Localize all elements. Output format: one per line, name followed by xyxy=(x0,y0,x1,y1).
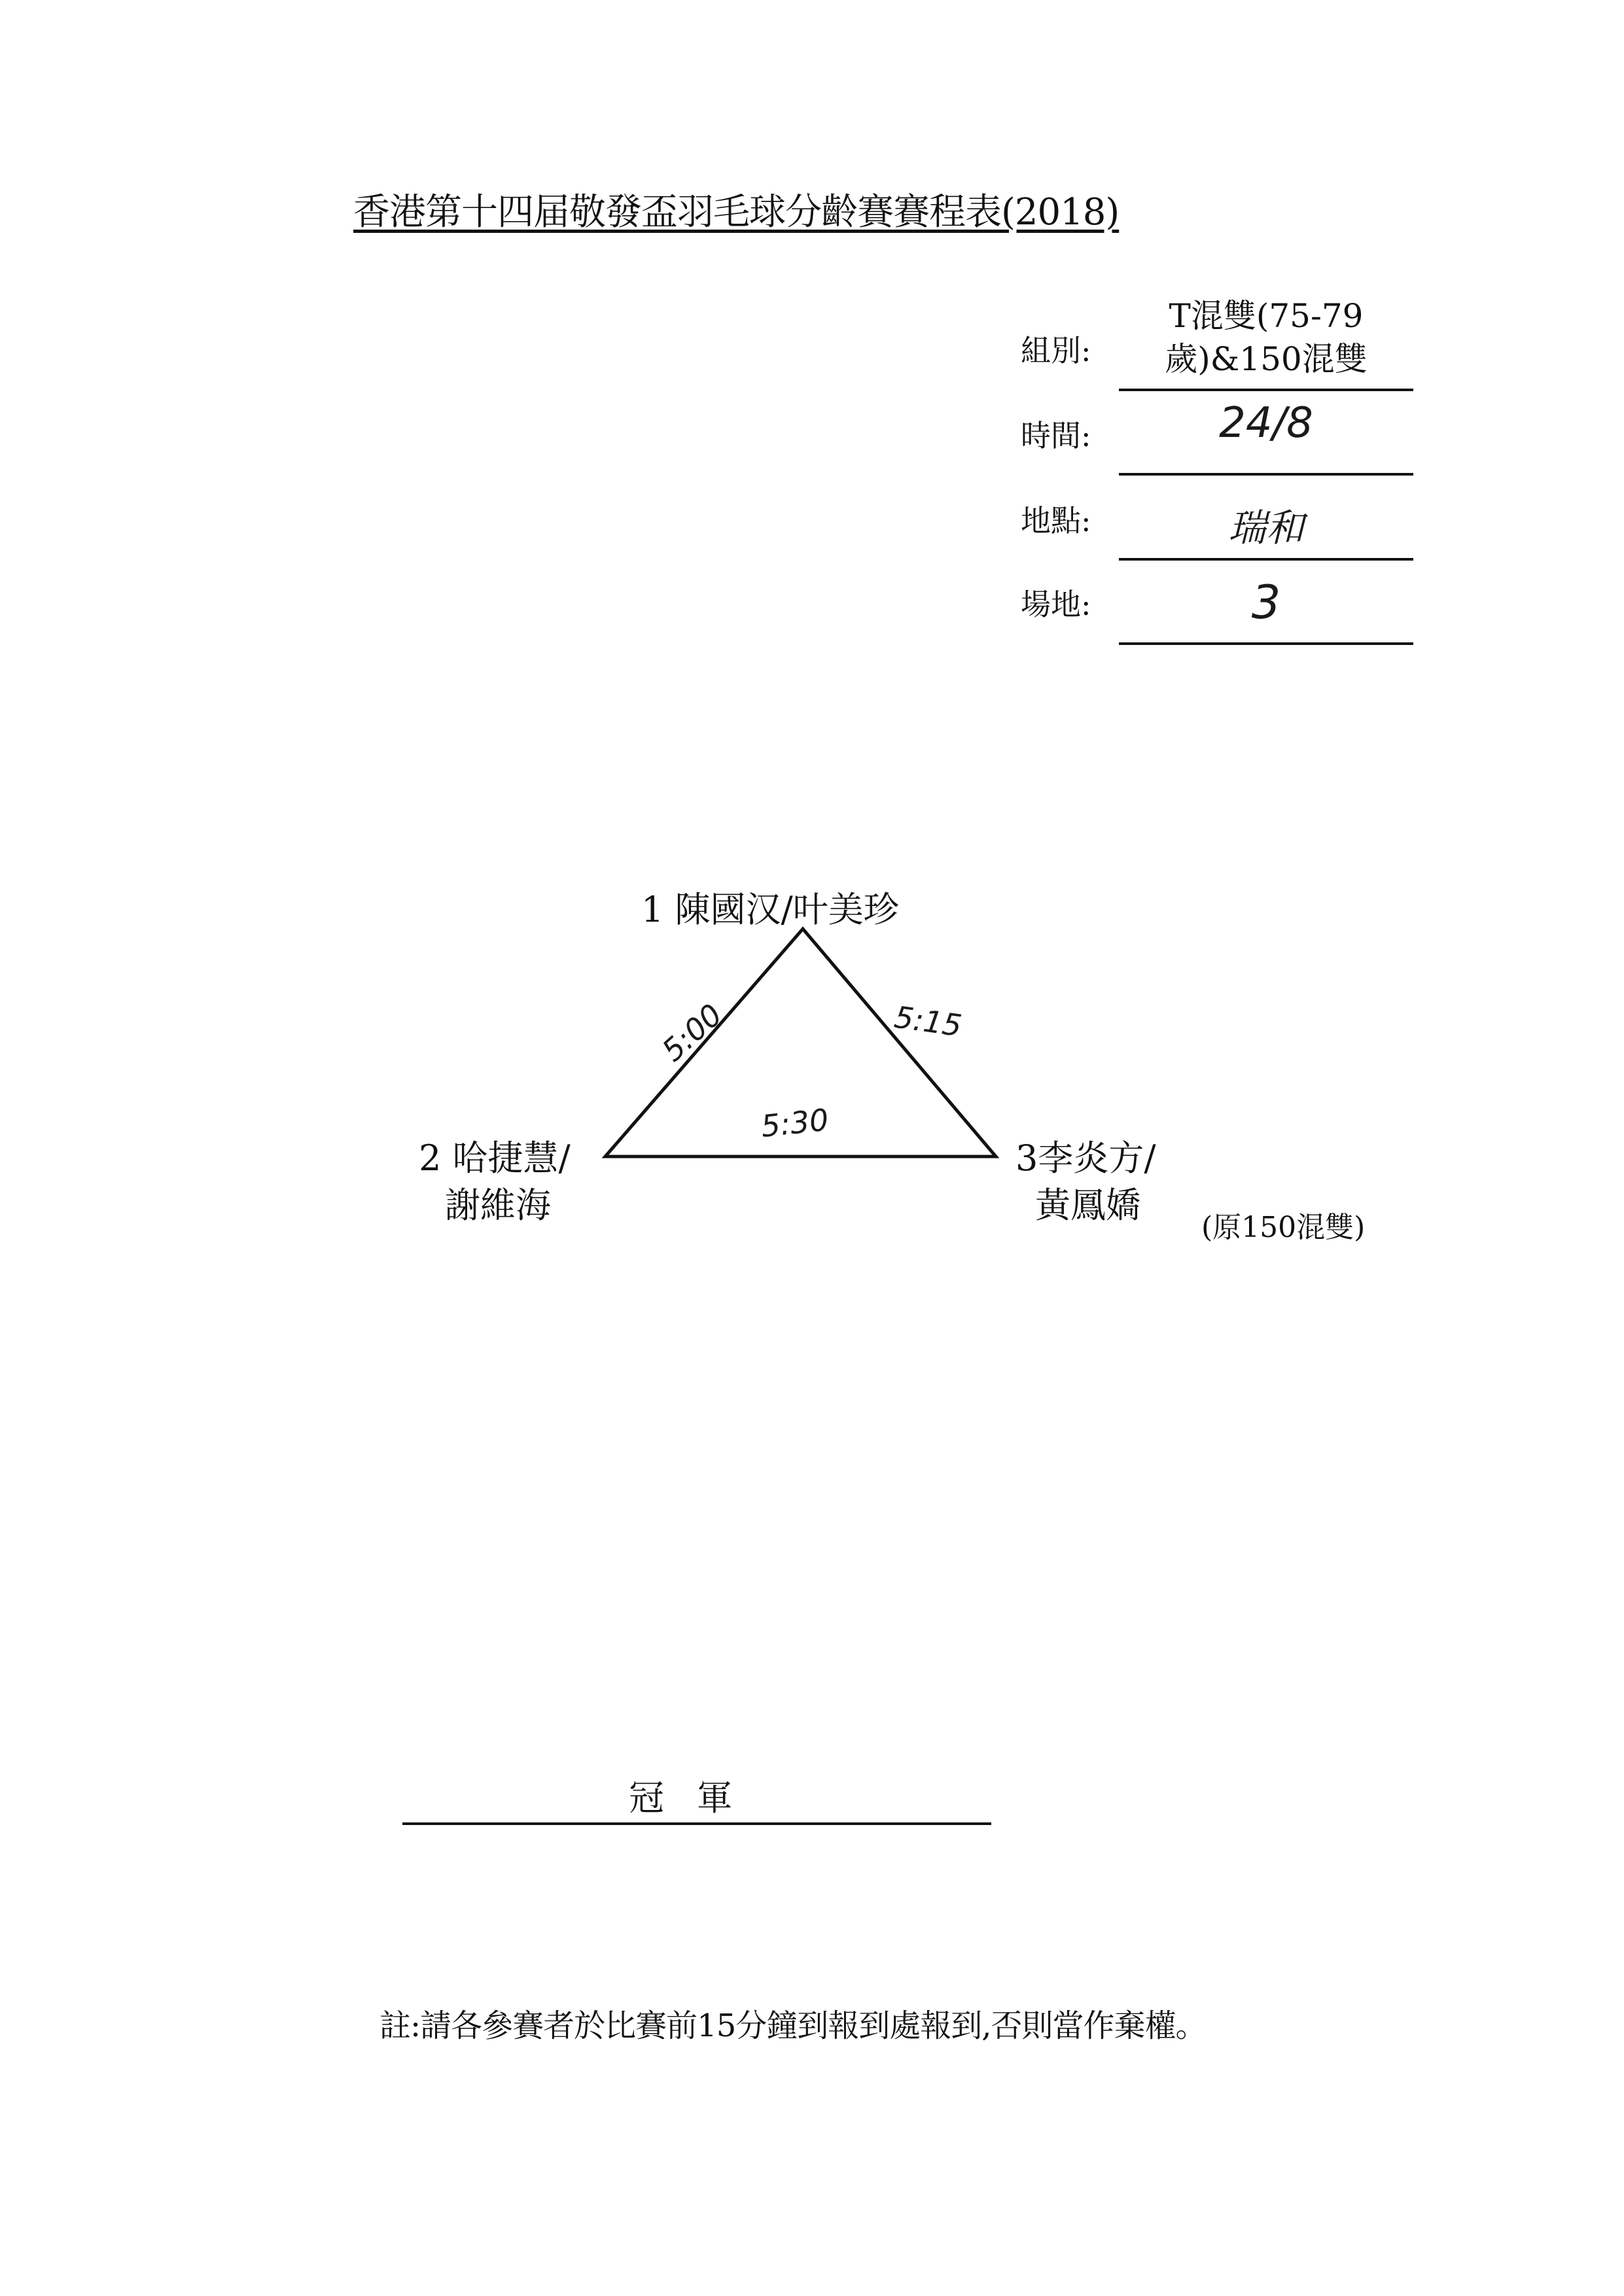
champion-label: 冠軍 xyxy=(629,1777,765,1818)
group-value-line2: 歲)&150混雙 xyxy=(1165,340,1368,378)
court-label: 場地: xyxy=(1021,587,1091,622)
team-3-line2: 黃鳳嬌 xyxy=(1035,1185,1141,1226)
match-time-2v3: 5:30 xyxy=(759,1102,830,1144)
venue-value: 瑞和 xyxy=(1227,506,1304,550)
team-1: 1 陳國汉/叶美珍 xyxy=(641,889,899,930)
venue-label: 地點: xyxy=(1021,503,1091,538)
court-value: 3 xyxy=(1251,576,1281,629)
group-value-line1: T混雙(75-79 xyxy=(1169,297,1364,335)
team-3-line1: 3李炎方/ xyxy=(1015,1138,1156,1179)
match-time-1v3: 5:15 xyxy=(892,999,964,1044)
team-2-line1: 2 哈捷慧/ xyxy=(419,1138,571,1179)
page-title: 香港第十四届敬發盃羽毛球分齡賽賽程表(2018) xyxy=(353,191,1120,234)
time-value: 24/8 xyxy=(1219,399,1313,447)
team-2-line2: 謝維海 xyxy=(445,1185,551,1226)
footer-note: 註:請各參賽者於比賽前15分鐘到報到處報到,否則當作棄權。 xyxy=(380,2008,1207,2044)
group-label: 組別: xyxy=(1021,333,1091,368)
champion-line xyxy=(402,1822,991,1825)
match-time-1v2: 5:00 xyxy=(655,996,730,1069)
team-3-note: (原150混雙) xyxy=(1201,1211,1366,1244)
time-label: 時間: xyxy=(1021,418,1091,453)
